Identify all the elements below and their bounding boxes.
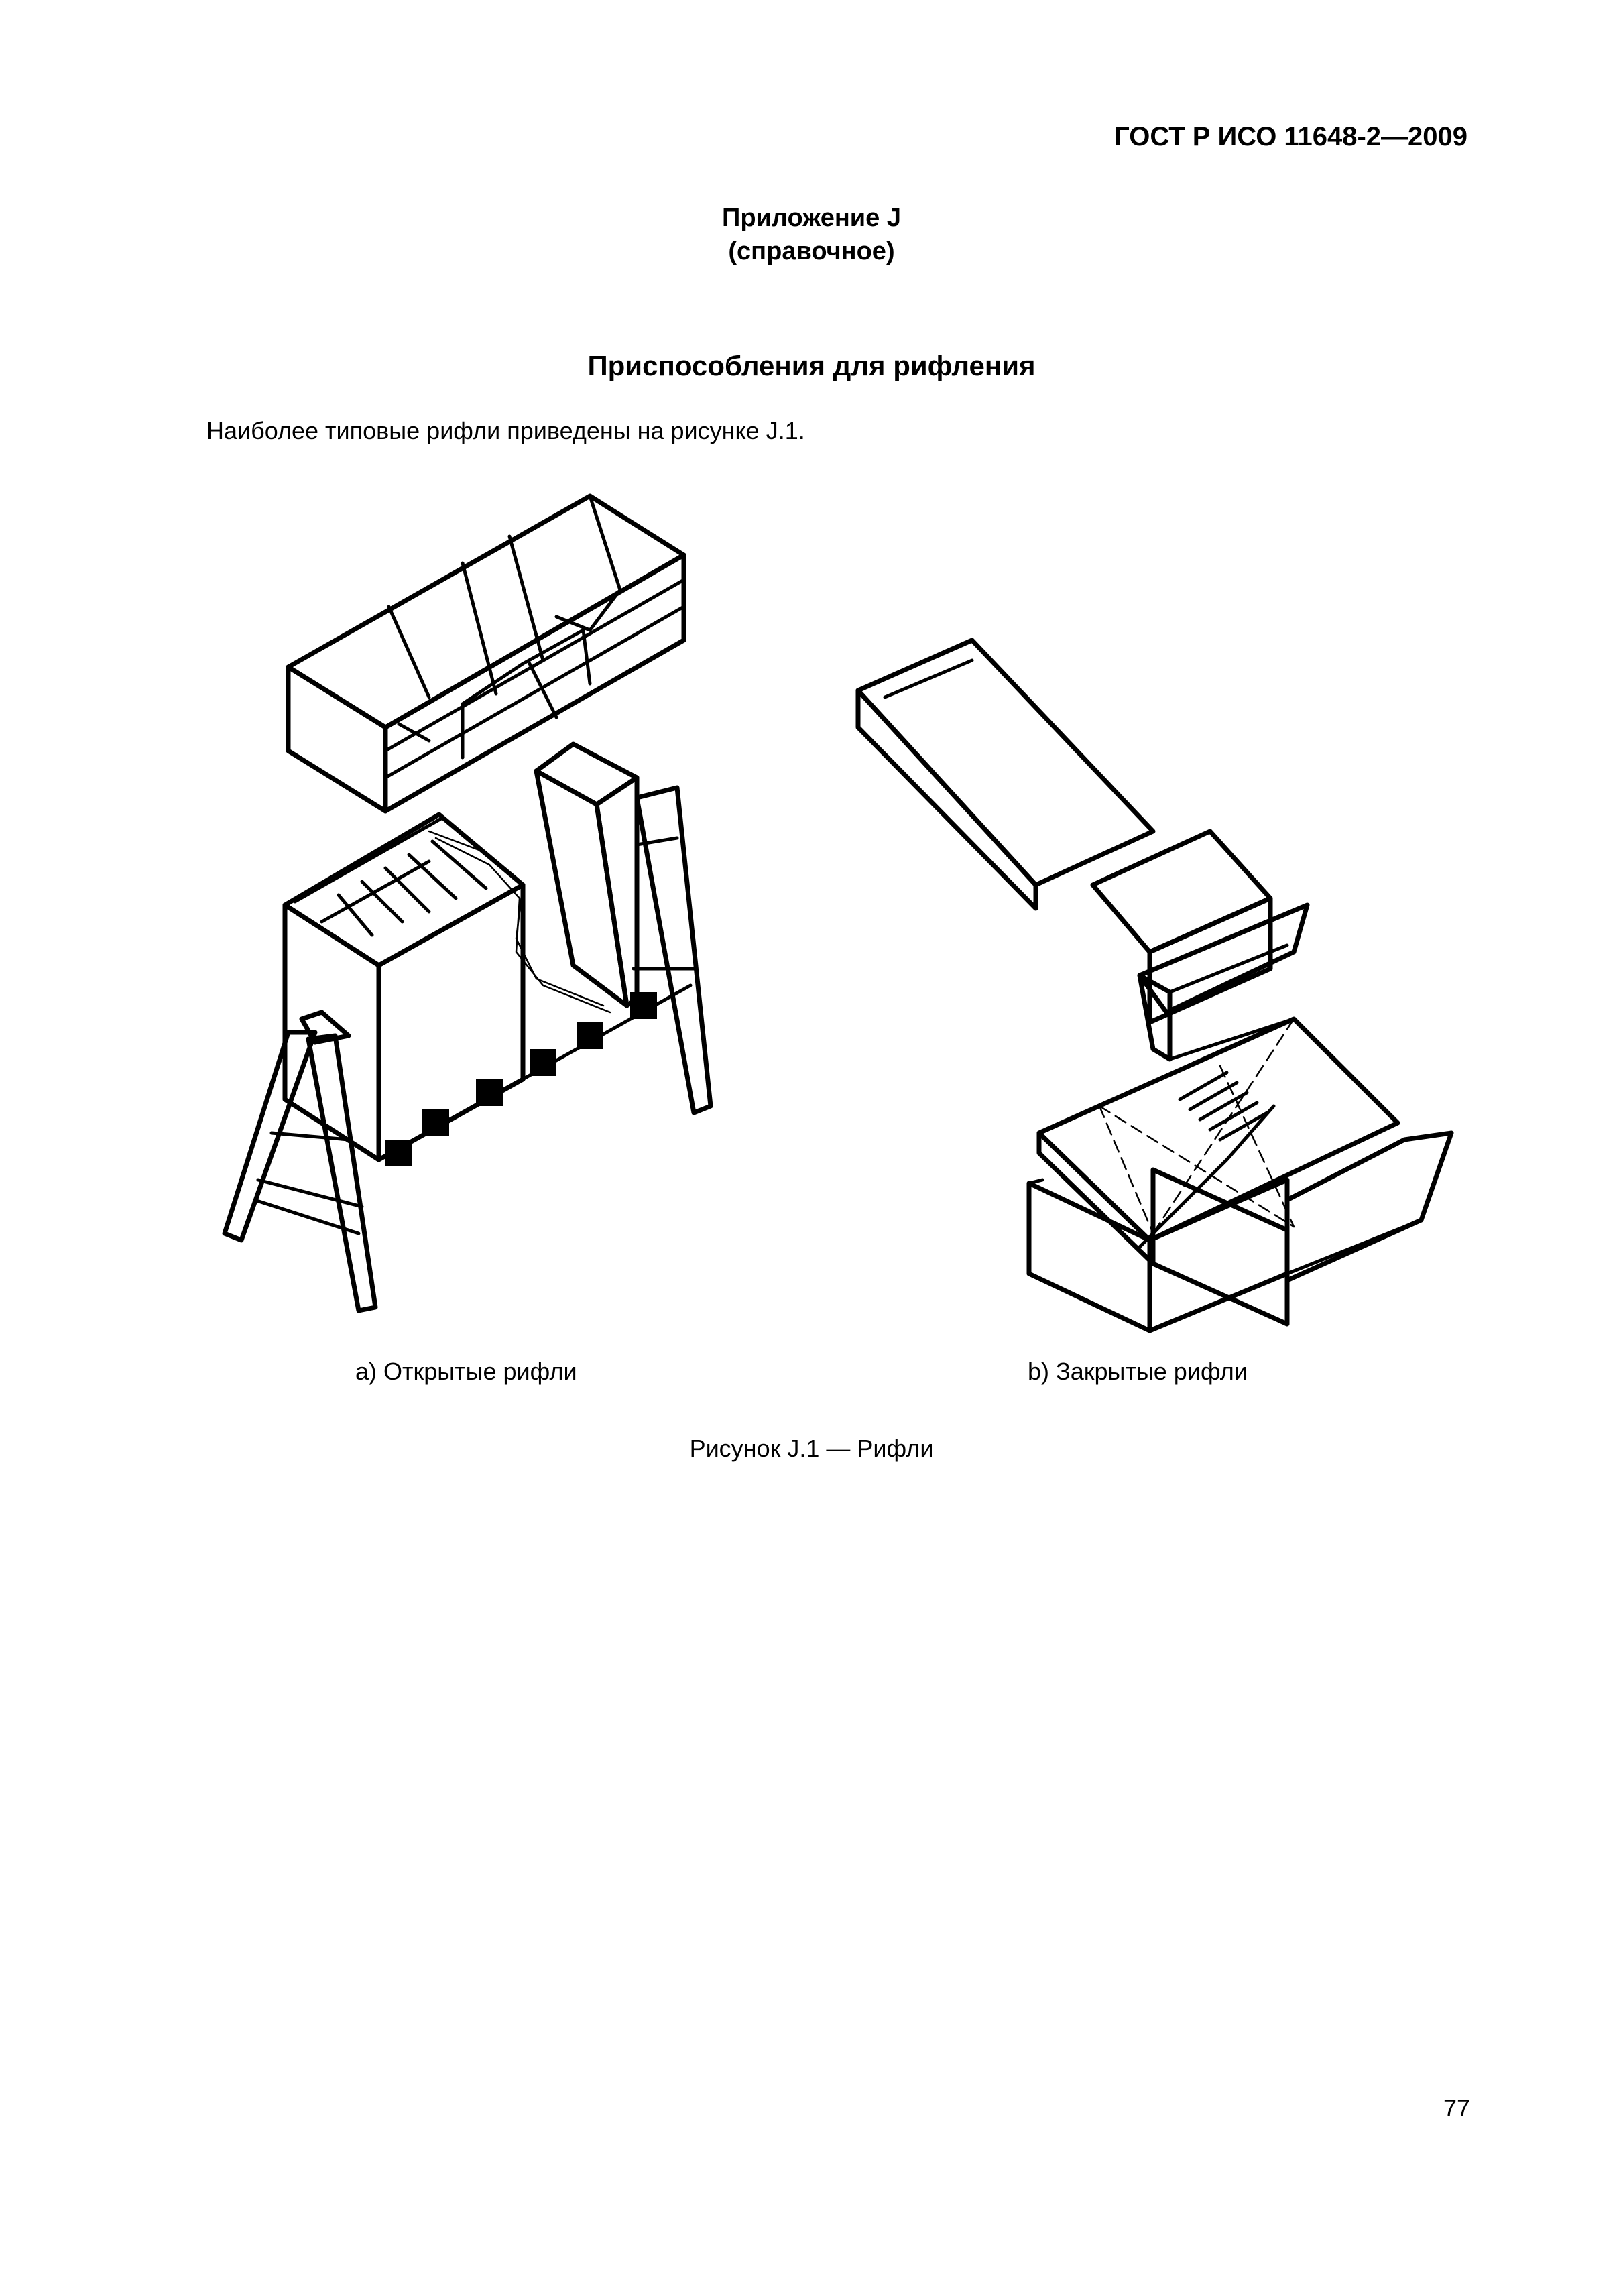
figure-caption: Рисунок J.1 — Рифли	[689, 1435, 934, 1462]
open-riffle-stand	[225, 1012, 375, 1311]
caption-open-riffles: а) Открытые рифли	[355, 1357, 577, 1385]
closed-riffle-collecting-trays	[1029, 1133, 1451, 1331]
open-riffle-top-box	[288, 496, 684, 811]
closed-riffle-splitter-box	[1039, 1019, 1398, 1260]
closed-riffle-upper-body	[1093, 831, 1307, 1022]
open-riffle-drawing	[225, 496, 711, 1311]
caption-closed-riffles: b) Закрытые рифли	[1028, 1357, 1248, 1385]
open-riffle-feed-hopper	[429, 744, 711, 1113]
intro-paragraph: Наиболее типовые рифли приведены на рисунке J.1.	[206, 417, 805, 444]
riffle-figure	[188, 469, 1461, 1341]
annex-title: Приложение J	[722, 204, 901, 232]
page-number: 77	[1443, 2094, 1470, 2122]
annex-subtitle: (справочное)	[728, 237, 895, 265]
annex-heading	[0, 201, 1623, 268]
section-title: Приспособления для рифления	[587, 350, 1036, 381]
closed-riffle-feed-chute	[858, 640, 1153, 908]
document-code: ГОСТ Р ИСО 11648-2—2009	[1114, 122, 1467, 152]
closed-riffle-drawing	[858, 640, 1451, 1331]
